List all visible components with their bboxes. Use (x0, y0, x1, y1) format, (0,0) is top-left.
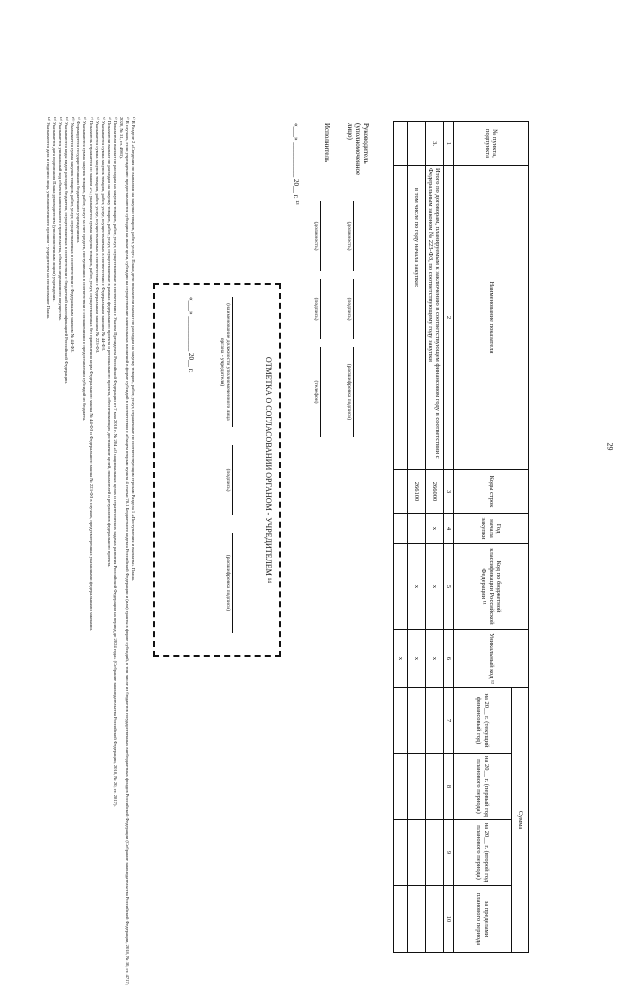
footnote: ⁵⁾ Указывается сумма закупок товаров, работ, услуг, осуществляемых в соответствии с Федеральным законом № 44-ФЗ. (100, 117, 106, 351)
executor-position-caption: (должность) (313, 221, 319, 251)
row-num (393, 122, 407, 166)
row-kbk (393, 544, 407, 630)
head-position-line[interactable] (353, 201, 354, 271)
executor-signature-caption: (подпись) (313, 297, 319, 321)
row-code: 266100 (407, 470, 425, 514)
row-name: Итого по договорам, планируемым к заключению в соответствующем финансовом году в соответствии с Федеральным законом № 223-ФЗ, по соответствующему году закупки (425, 166, 443, 470)
sum-cell[interactable] (393, 754, 407, 820)
row-num (407, 122, 425, 166)
sum-cell[interactable] (425, 754, 443, 820)
col-number: 2 (443, 166, 453, 470)
header-sum-first: на 20__ г. (первый год планового периода) (454, 754, 512, 820)
rotated-form-page (0, 117, 536, 989)
row-ikz: x (425, 630, 443, 688)
header-code: Коды строк (454, 470, 529, 514)
executor-phone-line[interactable] (320, 347, 321, 437)
approval-box (153, 283, 281, 657)
col-number: 3 (443, 470, 453, 514)
footnote: ¹²⁾ Указывается уникальный код объекта капитального строительства, объекта недвижимого имущества. (58, 117, 64, 321)
row-num: 3. (425, 122, 443, 166)
row-year[interactable] (393, 514, 407, 544)
approval-title: ОТМЕТКА О СОГЛАСОВАНИИ ОРГАНОМ - УЧРЕДИТЕЛЕМ ¹⁴ (264, 356, 273, 584)
head-position-caption: (должность) (346, 221, 352, 251)
footnote: ⁸⁾ Указываются сумма закупок товаров, работ, услуг за счет средств, поступивших в соответствии с соглашениями о предоставлении субсидий из бюджета. (82, 117, 88, 422)
header-kbk: Код по бюджетной классификации Российской Федерации ¹¹ (454, 544, 529, 630)
footnote: ⁹⁾ Формируется государственными бюджетными учреждениями. (76, 117, 82, 243)
sum-cell[interactable] (407, 886, 425, 953)
page-number: 29 (605, 442, 615, 451)
header-num: № пункта, подпункта (454, 122, 529, 166)
row-code: 266000 (425, 470, 443, 514)
sum-cell[interactable] (393, 688, 407, 754)
sum-cell[interactable] (425, 886, 443, 953)
footnote: ¹⁰⁾ Указывается сумма закупок товаров, работ, услуг, осуществляемых в соответствии с Федеральным законом № 44-ФЗ. (70, 117, 76, 353)
head-signature-line[interactable] (353, 279, 354, 339)
footnote: ³⁾ Показатели выплат по расходам на закупки товаров, работ, услуг, осуществляемые в соответствии с Указом Президента Российской Федерации от 7 мая 2018 г. № 204 «О национальных целях и стратегических задачах развития Российской Федерации на период до 2024 года» (Собрание законодательства Российской Федерации, 2018, № 20, ст. 2817). (112, 117, 118, 807)
col-number: 10 (443, 886, 453, 953)
table-row (425, 122, 443, 953)
head-decode-caption: (расшифровка подписи) (346, 363, 352, 421)
header-name: Наименование показателя (454, 166, 529, 470)
approval-signature-caption: (подпись) (225, 468, 231, 492)
header-sum-beyond: за пределами планового периода (454, 886, 512, 953)
executor-position-line[interactable] (320, 201, 321, 271)
executor-label: Исполнитель (323, 123, 331, 163)
approval-signature-line[interactable] (232, 445, 233, 515)
approval-date[interactable]: «___» __________ 20__ г. (187, 297, 195, 373)
table-row (393, 122, 407, 953)
footnote: ⁴⁾ Показатели выплат по расходам на закупку товаров, работ, услуг, осуществляемые в рамках федерального проекта и регионального проекта, обеспечивающих достижение целей, показателей и результатов федерального проекта. (106, 117, 112, 568)
sum-cell[interactable] (407, 754, 425, 820)
executor-phone-caption: (телефон) (313, 380, 319, 404)
table-row (407, 122, 425, 953)
header-sum-second: на 20__ г. (второй год планового периода) (454, 820, 512, 886)
plan-date[interactable]: «___» __________ 20__ г. ¹³ (292, 123, 300, 205)
head-label: Руководитель (уполномоченное лицо) (345, 123, 370, 176)
head-decode-line[interactable] (353, 347, 354, 437)
footnote: ²⁾ В случаях, если учреждению предоставляются субсидии на иные цели, субсидии на осуществление капитальных вложений в форме субсидий в соответствии с абзацем вторым пункта 4 статьи 78.1 Бюджетного кодекса Российской Федерации и (или) гранты в форме субсидий, в том числе из бюджетов государственных внебюджетных фондов Российской Федерации (Собрание законодательства Российской Федерации, 2018, № 30, ст. 4717; 2020, № 31, ст. 4983). (118, 117, 130, 986)
row-code (393, 470, 407, 514)
approval-position-caption: (наименование должности уполномоченного лица органа - учредителя) (218, 303, 231, 421)
col-number: 8 (443, 754, 453, 820)
header-sum: Сумма (512, 688, 529, 953)
footnote: ¹⁾ В Разделе 2 «Сведения по выплатам на закупки товаров, работ, услуг» Плана дети показатели выплат по расходам на закупку товаров, работ, услуг, отраженные по соответствующим строкам Раздела 1 «Поступления и выплаты» Плана. (131, 117, 136, 581)
col-number: 4 (443, 514, 453, 544)
header-year: Год начала закупки (454, 514, 529, 544)
head-signature-caption: (подпись) (346, 297, 352, 321)
col-number: 5 (443, 544, 453, 630)
col-number: 7 (443, 688, 453, 754)
approval-position-line[interactable] (232, 297, 233, 427)
sum-cell[interactable] (425, 820, 443, 886)
approval-decode-caption: (расшифровка подписи) (225, 554, 231, 612)
sum-cell[interactable] (425, 688, 443, 754)
sum-cell[interactable] (393, 820, 407, 886)
row-ikz: x (407, 630, 425, 688)
footnotes (45, 117, 136, 989)
row-name (393, 166, 407, 470)
header-ikz: Уникальный код ¹² (454, 630, 529, 688)
column-number-row (443, 122, 453, 953)
footnote: ⁷⁾ Показатель отражается со знаком «-»; указывается сумма закупок товаров, работ, услуг, осуществляемых без применения норм Федерального закона № 44-ФЗ и Федерального закона № 223-ФЗ в случаях, предусмотренных указанными федеральными законами. (88, 117, 94, 631)
executor-signature-line[interactable] (320, 279, 321, 339)
row-ikz: x (393, 630, 407, 688)
sum-cell[interactable] (393, 886, 407, 953)
row-year[interactable] (407, 514, 425, 544)
col-number: 1 (443, 122, 453, 166)
row-name: в том числе по году начала закупки: (407, 166, 425, 470)
row-kbk: x (407, 544, 425, 630)
footnote: ⁶⁾ Указывается сумма закупок товаров, работ, услуг, осуществляемых в соответствии с Федеральным законом № 223-ФЗ. (94, 117, 100, 354)
sum-cell[interactable] (407, 820, 425, 886)
footnote: ¹³⁾ Указывается дата подписания Плана руководителем (уполномоченным лицом) учреждения. (52, 117, 58, 302)
sum-cell[interactable] (407, 688, 425, 754)
purchases-table (393, 121, 529, 953)
footnote: ¹⁴⁾ Указываются дата и подписи лица, уполномоченного органом - учредителем на согласование Плана. (46, 117, 52, 319)
row-year: x (425, 514, 443, 544)
col-number: 9 (443, 820, 453, 886)
header-sum-current: на 20__ г. (текущий финансовый год) (454, 688, 512, 754)
row-kbk: x (425, 544, 443, 630)
approval-decode-line[interactable] (232, 533, 233, 633)
col-number: 6 (443, 630, 453, 688)
footnote: ¹¹⁾ Указываются коды видов расходов бюджетов, осуществляемых в соответствии с бюджетной классификацией Российской Федерации. (64, 117, 70, 384)
